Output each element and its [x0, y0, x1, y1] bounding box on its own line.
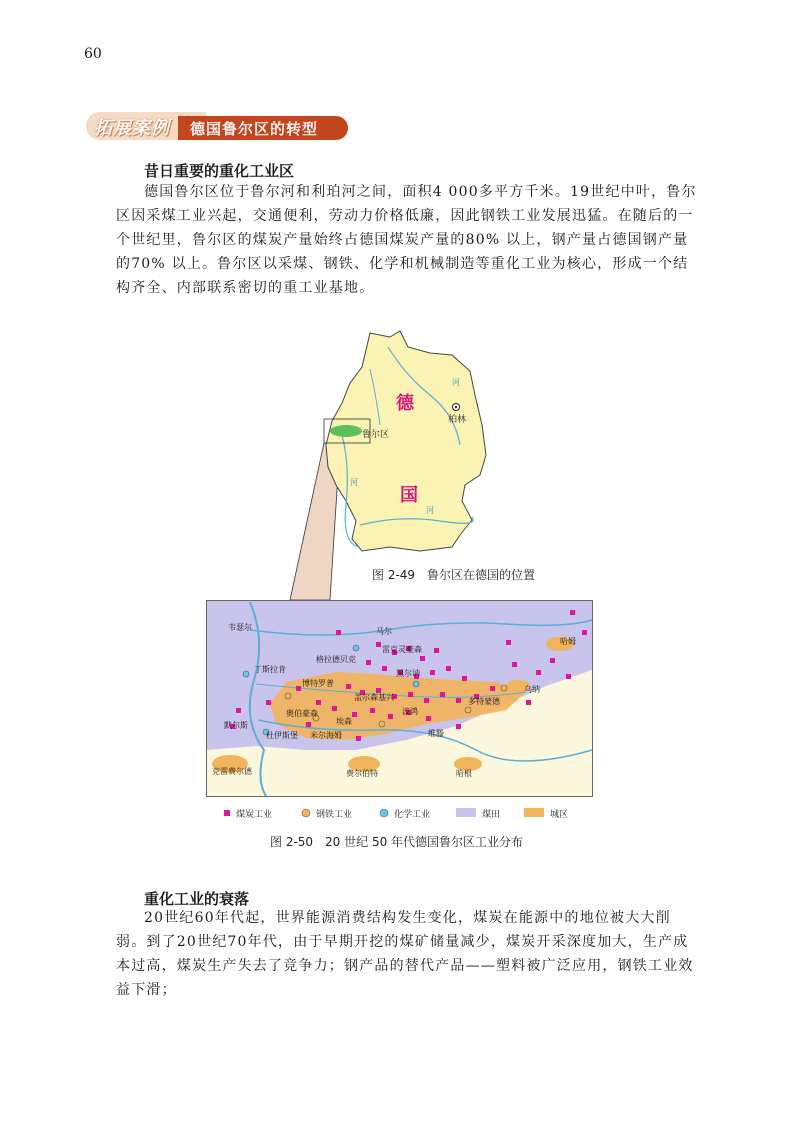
coal-site — [462, 676, 467, 681]
steel-site — [465, 707, 471, 713]
city-witten: 维滕 — [428, 729, 444, 738]
coal-site — [430, 670, 435, 675]
section2-heading: 重化工业的衰落 — [144, 890, 250, 908]
river-label-3: 河 — [426, 506, 434, 515]
legend-urban-label: 城区 — [550, 810, 569, 820]
germany-location-map — [190, 325, 620, 605]
city-duisburg: 杜伊斯堡 — [266, 731, 298, 740]
legend-coal-swatch — [224, 810, 230, 816]
coal-site — [388, 714, 393, 719]
city-hagen: 哈根 — [456, 769, 472, 778]
coal-site — [506, 640, 511, 645]
steel-site — [501, 685, 507, 691]
river-label-1: 河 — [452, 378, 460, 387]
coal-site — [456, 698, 461, 703]
figure-2-49-caption: 图 2-49 鲁尔区在德国的位置 — [372, 568, 536, 582]
city-mulheim: 米尔海姆 — [310, 731, 342, 740]
coal-site — [336, 630, 341, 635]
ruhr-locator-fill — [330, 425, 362, 437]
coal-site — [352, 712, 357, 717]
country-label-guo: 国 — [400, 485, 418, 506]
coal-site — [570, 610, 575, 615]
coal-site — [490, 686, 495, 691]
city-bottrop: 博特罗普 — [302, 679, 334, 688]
city-hamm: 哈姆 — [560, 637, 576, 646]
river-label-2: 河 — [350, 478, 358, 487]
coal-site — [306, 722, 311, 727]
chemical-site — [243, 671, 249, 677]
legend-steel-label: 钢铁工业 — [316, 810, 353, 820]
coal-site — [366, 660, 371, 665]
coal-site — [236, 708, 241, 713]
city-wesel: 韦瑟尔 — [228, 623, 252, 632]
coal-site — [536, 670, 541, 675]
coal-site — [376, 642, 381, 647]
coal-site — [370, 708, 375, 713]
section-banner — [86, 112, 346, 140]
germany-outline — [326, 331, 486, 551]
chemical-site — [353, 645, 359, 651]
section1-paragraph: 德国鲁尔区位于鲁尔河和利珀河之间，面积4 000多平方千米。19世纪中叶，鲁尔区因采煤工业兴起，交通便利，劳动力价格低廉，因此钢铁工业发展迅猛。在随后的一个世纪里，鲁尔区的煤炭产量始终占德国煤炭产量的80% 以上，钢产量占德国钢产量的70% 以上。鲁尔区以采煤、钢铁、化学和机械制造等重化工业为核心，形成一个结构齐全、内部联系密切的重工业基地。 — [116, 184, 697, 296]
coal-site — [424, 698, 429, 703]
coal-site — [426, 716, 431, 721]
berlin-label: 柏林 — [448, 415, 467, 425]
coal-site — [582, 630, 587, 635]
coal-site — [382, 666, 387, 671]
city-bochum: 波鸿 — [402, 707, 418, 716]
coal-site — [446, 666, 451, 671]
city-dortmund: 多特蒙德 — [468, 697, 500, 706]
figure-2-50-caption: 图 2-50 20 世纪 50 年代德国鲁尔区工业分布 — [270, 835, 524, 849]
city-oberhausen: 奥伯豪森 — [286, 709, 318, 718]
coal-site — [316, 700, 321, 705]
berlin-marker-dot — [455, 406, 457, 408]
city-moers: 默尔斯 — [224, 721, 248, 730]
city-dinslaken: 丁斯拉肯 — [254, 665, 286, 674]
legend-chemical-swatch — [380, 809, 388, 817]
coal-site — [332, 706, 337, 711]
coal-site — [420, 656, 425, 661]
map-legend — [224, 808, 568, 820]
city-unna: 乌纳 — [524, 685, 540, 694]
steel-site — [285, 693, 291, 699]
chemical-site — [413, 681, 419, 687]
city-gladbeck: 格拉德贝克 — [316, 655, 356, 664]
coal-site — [346, 684, 351, 689]
ruhr-locator-label: 鲁尔区 — [362, 430, 390, 440]
city-krefeld: 克雷费尔德 — [212, 767, 252, 776]
coal-site — [456, 724, 461, 729]
legend-coalfield-swatch — [456, 808, 476, 817]
country-label-de: 德 — [396, 393, 414, 414]
city-velbert: 费尔伯特 — [346, 769, 378, 778]
coal-site — [512, 662, 517, 667]
city-gelsenkirchen: 盖尔森基兴 — [354, 693, 394, 702]
ruhr-industry-map — [206, 600, 594, 830]
city-marl: 马尔 — [376, 627, 392, 636]
section2-paragraph: 20世纪60年代起，世界能源消费结构发生变化，煤炭在能源中的地位被大大削弱。到了20世纪70年代，由于早期开挖的煤矿储量减少，煤炭开采深度加大，生产成本过高，煤炭生产失去了竞争力；钢产品的替代产品——塑料被广泛应用，钢铁工业效益下滑； — [116, 910, 694, 998]
legend-steel-swatch — [302, 809, 310, 817]
legend-urban-swatch — [524, 808, 544, 817]
legend-coal-label: 煤炭工业 — [236, 810, 273, 820]
legend-coalfield-label: 煤田 — [482, 810, 501, 820]
page-number: 60 — [84, 46, 102, 62]
coal-site — [296, 686, 301, 691]
steel-site — [379, 721, 385, 727]
coal-site — [526, 700, 531, 705]
coal-site — [266, 700, 271, 705]
city-essen: 埃森 — [336, 717, 352, 726]
coal-site — [434, 648, 439, 653]
section1-heading: 昔日重要的重化工业区 — [144, 162, 295, 180]
legend-chemical-label: 化学工业 — [394, 810, 431, 820]
city-recklinghausen: 雷克灵豪森 — [382, 645, 422, 654]
coal-site — [550, 658, 555, 663]
coal-site — [408, 692, 413, 697]
banner-tag: 拓展案例 — [94, 118, 170, 139]
coal-site — [566, 674, 571, 679]
banner-title: 德国鲁尔区的转型 — [190, 120, 319, 138]
city-herne: 黑尔讷 — [396, 669, 420, 678]
coal-site — [440, 692, 445, 697]
coal-site — [356, 736, 361, 741]
